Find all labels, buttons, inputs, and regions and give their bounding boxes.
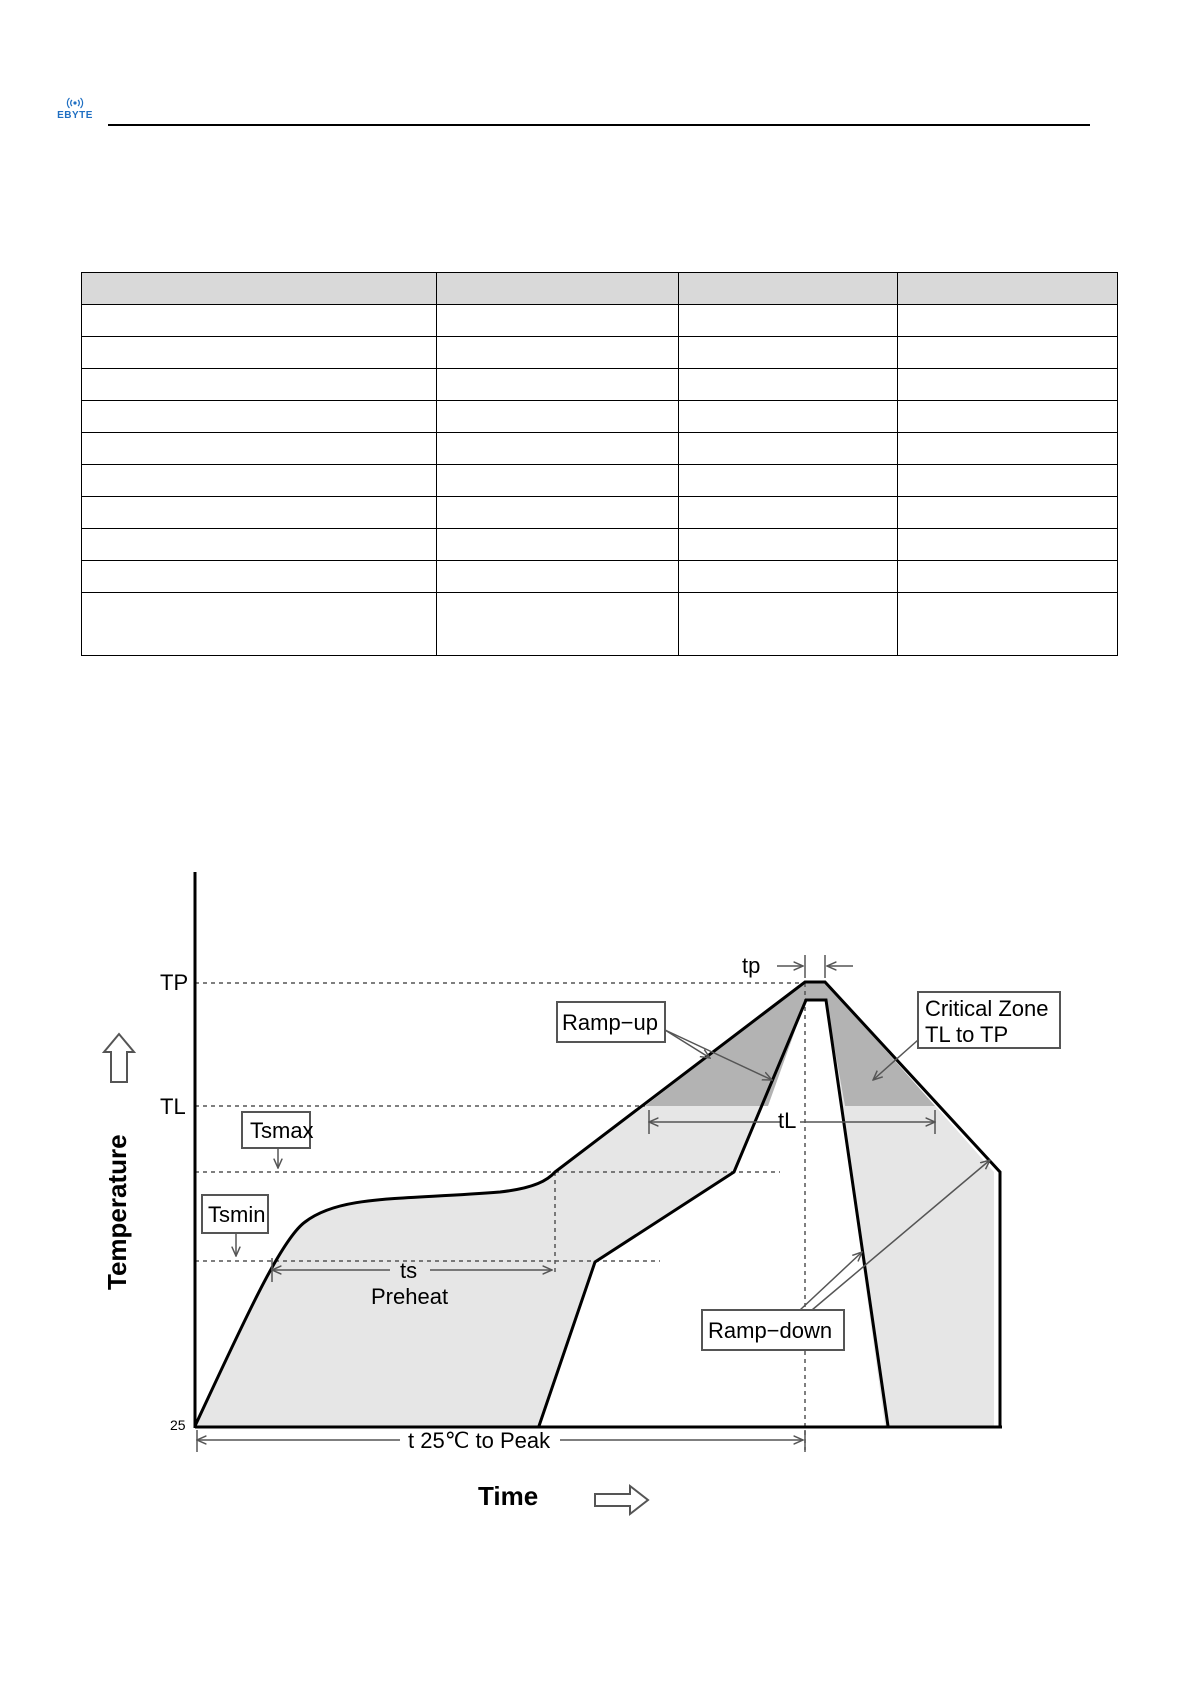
table-cell (82, 305, 437, 337)
table-cell (437, 401, 679, 433)
table-cell (898, 561, 1118, 593)
tick-label-tp: TP (160, 970, 189, 995)
tl-label: tL (778, 1108, 797, 1133)
table-cell (679, 337, 898, 369)
table-header-cell (437, 273, 679, 305)
table-cell (898, 497, 1118, 529)
table-cell (679, 593, 898, 656)
table-cell (82, 401, 437, 433)
table-cell (437, 465, 679, 497)
table-cell (898, 465, 1118, 497)
table-row (82, 369, 1118, 401)
x-axis-title: Time (478, 1481, 539, 1511)
table-row (82, 497, 1118, 529)
table-cell (437, 369, 679, 401)
table-cell (437, 305, 679, 337)
table-cell (82, 561, 437, 593)
table-cell (437, 561, 679, 593)
table-cell (898, 401, 1118, 433)
table-cell (82, 593, 437, 656)
table-header-cell (82, 273, 437, 305)
table-cell (82, 369, 437, 401)
ramp-up-label: Ramp−up (562, 1010, 659, 1035)
ramp-down-arrow-1 (800, 1252, 862, 1310)
tick-label-tl: TL (160, 1094, 186, 1119)
table-cell (679, 497, 898, 529)
table-cell (82, 465, 437, 497)
header-divider (108, 124, 1090, 126)
table-cell (679, 305, 898, 337)
ts-label: ts (400, 1258, 418, 1283)
table-cell (679, 369, 898, 401)
table-cell (437, 593, 679, 656)
ramp-up-arrow-1 (665, 1030, 710, 1058)
table-cell (82, 337, 437, 369)
tsmin-label: Tsmin (208, 1202, 266, 1227)
table-row (82, 401, 1118, 433)
table-row (82, 529, 1118, 561)
y-axis-title: Temperature (102, 1134, 132, 1290)
table-cell (679, 401, 898, 433)
table-cell (437, 433, 679, 465)
table-cell (898, 305, 1118, 337)
tick-label-25: 25 (170, 1417, 186, 1433)
up-arrow-icon (104, 1034, 134, 1082)
table-cell (898, 433, 1118, 465)
table-cell (437, 529, 679, 561)
table-cell (898, 337, 1118, 369)
ramp-down-label: Ramp−down (708, 1318, 833, 1343)
table-header-cell (679, 273, 898, 305)
critical-zone-label: Critical Zone (925, 996, 1049, 1021)
spec-table (81, 272, 1118, 656)
tp-label: tp (742, 953, 761, 978)
reflow-profile-chart (0, 850, 1191, 1550)
preheat-label: Preheat (371, 1284, 449, 1309)
table-cell (679, 561, 898, 593)
table-cell (437, 497, 679, 529)
table-cell (82, 433, 437, 465)
t25-to-peak-label: t 25℃ to Peak (408, 1428, 551, 1453)
table-cell (898, 593, 1118, 656)
table-row (82, 465, 1118, 497)
logo-text: EBYTE (57, 110, 93, 121)
table-cell (679, 529, 898, 561)
table-cell (898, 529, 1118, 561)
table-header-row (82, 273, 1118, 305)
right-arrow-icon (595, 1486, 648, 1514)
wireless-signal-icon (66, 96, 84, 110)
table-row (82, 305, 1118, 337)
table-row (82, 593, 1118, 656)
table-header-cell (898, 273, 1118, 305)
table-cell (679, 433, 898, 465)
tsmax-label: Tsmax (250, 1118, 314, 1143)
table-cell (679, 465, 898, 497)
table-cell (82, 529, 437, 561)
table-cell (82, 497, 437, 529)
table-cell (437, 337, 679, 369)
ebyte-logo (52, 96, 98, 126)
critical-zone-range-label: TL to TP (925, 1022, 1009, 1047)
table-cell (898, 369, 1118, 401)
table-row (82, 561, 1118, 593)
table-row (82, 337, 1118, 369)
table-row (82, 433, 1118, 465)
